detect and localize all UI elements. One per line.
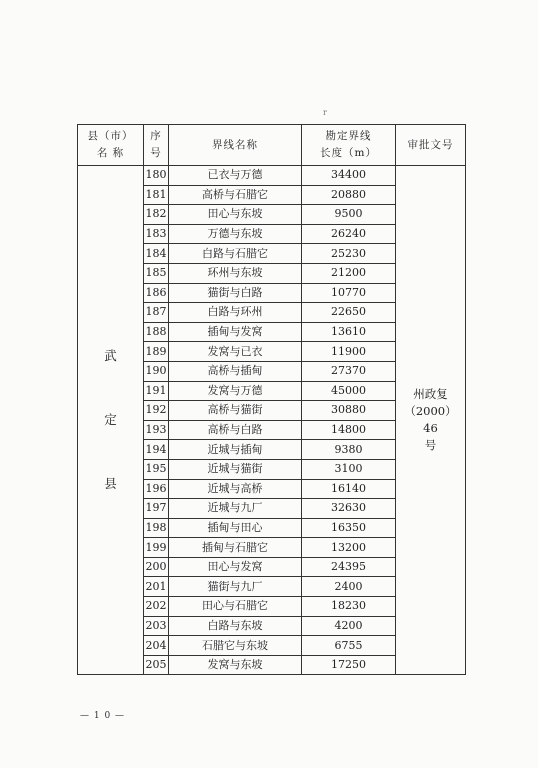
approval-doc-cell [396,166,466,675]
row-seq-cell: 185 [144,263,169,283]
table-header-row [78,125,466,166]
row-boundary-name-cell: 猫街与九厂 [169,577,302,597]
row-seq-cell: 202 [144,597,169,617]
row-seq-cell: 183 [144,224,169,244]
row-boundary-name-cell: 插甸与田心 [169,518,302,538]
row-boundary-name-cell: 田心与东坡 [169,205,302,225]
row-boundary-name-cell: 高桥与插甸 [169,361,302,381]
row-length-cell: 18230 [302,597,396,617]
row-length-cell: 26240 [302,224,396,244]
page-number: — 1 0 — [80,711,126,721]
row-length-cell: 30880 [302,401,396,421]
row-seq-cell: 199 [144,538,169,558]
row-seq-cell: 188 [144,322,169,342]
row-seq-cell: 189 [144,342,169,362]
row-seq-cell: 191 [144,381,169,401]
county-name-char: 定 [104,412,117,428]
row-boundary-name-cell: 近城与插甸 [169,440,302,460]
row-boundary-name-cell: 猫街与白路 [169,283,302,303]
page-mark: r [323,108,327,117]
row-boundary-name-cell: 发窝与已衣 [169,342,302,362]
header-approval-doc: 审批文号 [396,125,466,166]
row-length-cell: 13610 [302,322,396,342]
row-length-cell: 13200 [302,538,396,558]
header-seq-line1: 序 [150,130,162,142]
row-boundary-name-cell: 近城与九厂 [169,499,302,519]
boundary-table [77,124,466,675]
row-length-cell: 45000 [302,381,396,401]
row-length-cell: 16350 [302,518,396,538]
row-seq-cell: 184 [144,244,169,264]
row-seq-cell: 205 [144,655,169,675]
row-length-cell: 34400 [302,166,396,186]
row-boundary-name-cell: 高桥与猫街 [169,401,302,421]
table-row [78,166,466,186]
row-boundary-name-cell: 高桥与白路 [169,420,302,440]
row-boundary-name-cell: 白路与石腊它 [169,244,302,264]
row-boundary-name-cell: 石腊它与东坡 [169,636,302,656]
header-length [302,125,396,166]
row-seq-cell: 193 [144,420,169,440]
header-length-line1: 勘定界线 [325,130,372,142]
row-length-cell: 2400 [302,577,396,597]
row-length-cell: 9500 [302,205,396,225]
row-length-cell: 16140 [302,479,396,499]
header-county [78,125,144,166]
row-boundary-name-cell: 白路与东坡 [169,616,302,636]
row-seq-cell: 196 [144,479,169,499]
row-length-cell: 3100 [302,459,396,479]
row-length-cell: 25230 [302,244,396,264]
row-boundary-name-cell: 环州与东坡 [169,263,302,283]
row-seq-cell: 203 [144,616,169,636]
approval-doc-line: （2000）46 [404,404,457,436]
row-length-cell: 17250 [302,655,396,675]
row-boundary-name-cell: 发窝与东坡 [169,655,302,675]
row-seq-cell: 180 [144,166,169,186]
row-length-cell: 21200 [302,263,396,283]
header-county-line2: 名 称 [96,147,125,159]
row-seq-cell: 204 [144,636,169,656]
county-name-cell [78,166,144,675]
row-seq-cell: 181 [144,185,169,205]
row-length-cell: 14800 [302,420,396,440]
row-seq-cell: 198 [144,518,169,538]
row-length-cell: 20880 [302,185,396,205]
row-boundary-name-cell: 田心与石腊它 [169,597,302,617]
row-length-cell: 10770 [302,283,396,303]
approval-doc-line: 号 [424,438,437,453]
row-boundary-name-cell: 近城与猫街 [169,459,302,479]
row-length-cell: 9380 [302,440,396,460]
row-seq-cell: 187 [144,303,169,323]
header-seq [144,125,169,166]
row-length-cell: 4200 [302,616,396,636]
row-length-cell: 6755 [302,636,396,656]
row-boundary-name-cell: 白路与环州 [169,303,302,323]
row-seq-cell: 182 [144,205,169,225]
row-length-cell: 32630 [302,499,396,519]
county-name-char: 武 [104,348,117,364]
row-boundary-name-cell: 已衣与万德 [169,166,302,186]
row-boundary-name-cell: 高桥与石腊它 [169,185,302,205]
row-boundary-name-cell: 发窝与万德 [169,381,302,401]
row-seq-cell: 200 [144,557,169,577]
row-seq-cell: 201 [144,577,169,597]
row-length-cell: 22650 [302,303,396,323]
row-seq-cell: 194 [144,440,169,460]
row-length-cell: 11900 [302,342,396,362]
header-boundary-name: 界线名称 [169,125,302,166]
county-name-char: 县 [104,476,117,492]
row-boundary-name-cell: 插甸与石腊它 [169,538,302,558]
row-boundary-name-cell: 插甸与发窝 [169,322,302,342]
row-seq-cell: 186 [144,283,169,303]
row-seq-cell: 190 [144,361,169,381]
row-seq-cell: 195 [144,459,169,479]
row-boundary-name-cell: 万德与东坡 [169,224,302,244]
row-boundary-name-cell: 田心与发窝 [169,557,302,577]
row-length-cell: 24395 [302,557,396,577]
approval-doc-line: 州政复 [413,387,448,402]
row-length-cell: 27370 [302,361,396,381]
row-seq-cell: 192 [144,401,169,421]
header-length-line2: 长度（m） [320,147,377,159]
row-seq-cell: 197 [144,499,169,519]
header-county-line1: 县（市） [87,130,134,142]
header-seq-line2: 号 [150,147,162,159]
row-boundary-name-cell: 近城与高桥 [169,479,302,499]
